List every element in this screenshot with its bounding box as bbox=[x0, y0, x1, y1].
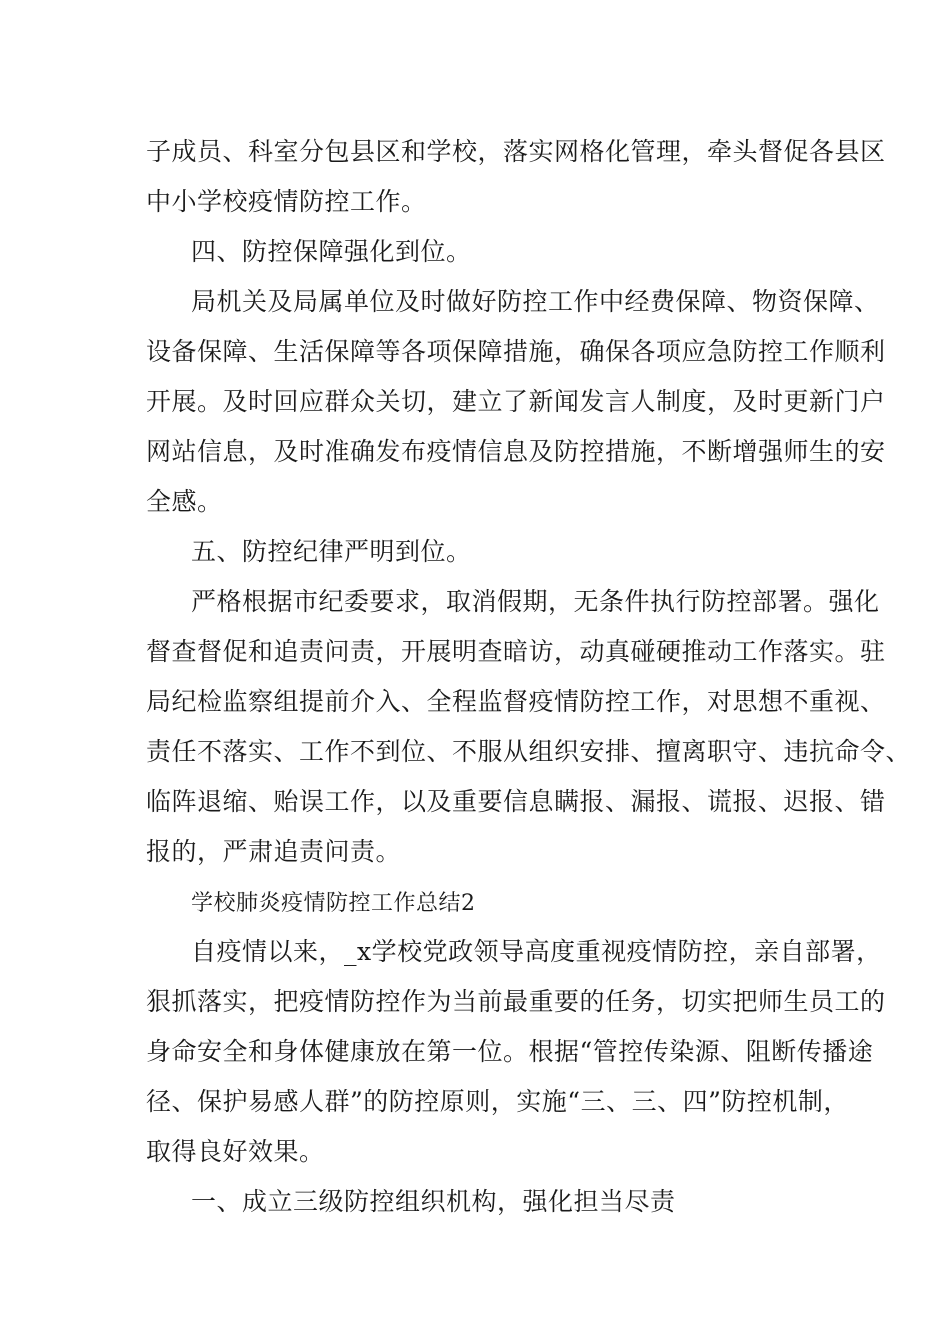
section-heading: 四、防控保障强化到位。 bbox=[191, 237, 472, 266]
text-line: 严格根据市纪委要求，取消假期，无条件执行防控部署。强化 bbox=[191, 587, 880, 616]
text-line: 督查督促和追责问责，开展明查暗访，动真碰硬推动工作落实。驻 bbox=[146, 637, 886, 666]
text-line: 狠抓落实，把疫情防控作为当前最重要的任务，切实把师生员工的 bbox=[146, 987, 886, 1016]
text-line: 径、保护易感人群”的防控原则，实施“三、三、四”防控机制， bbox=[146, 1087, 849, 1116]
document-subtitle: 学校肺炎疫情防控工作总结2 bbox=[191, 891, 476, 916]
text-line: 临阵退缩、贻误工作，以及重要信息瞒报、漏报、谎报、迟报、错 bbox=[146, 787, 886, 816]
section-heading: 一、成立三级防控组织机构，强化担当尽责 bbox=[191, 1187, 676, 1216]
text-line: 责任不落实、工作不到位、不服从组织安排、擅离职守、违抗命令、 bbox=[146, 737, 912, 766]
text-line: 设备保障、生活保障等各项保障措施，确保各项应急防控工作顺利 bbox=[146, 337, 886, 366]
text-line: 局纪检监察组提前介入、全程监督疫情防控工作，对思想不重视、 bbox=[146, 687, 886, 716]
text-line: 全感。 bbox=[146, 487, 223, 516]
text-line: 中小学校疫情防控工作。 bbox=[146, 187, 427, 216]
text-line: 报的，严肃追责问责。 bbox=[146, 837, 402, 866]
text-line: 子成员、科室分包县区和学校，落实网格化管理，牵头督促各县区 bbox=[146, 137, 886, 166]
text-line: 局机关及局属单位及时做好防控工作中经费保障、物资保障、 bbox=[191, 287, 880, 316]
text-line: 开展。及时回应群众关切，建立了新闻发言人制度，及时更新门户 bbox=[146, 387, 886, 416]
text-line: 取得良好效果。 bbox=[146, 1137, 325, 1166]
section-heading: 五、防控纪律严明到位。 bbox=[191, 537, 472, 566]
text-line: 身命安全和身体健康放在第一位。根据“管控传染源、阻断传播途 bbox=[146, 1037, 874, 1066]
text-line: 自疫情以来，_x学校党政领导高度重视疫情防控，亲自部署， bbox=[191, 937, 882, 966]
text-line: 网站信息，及时准确发布疫情信息及防控措施，不断增强师生的安 bbox=[146, 437, 886, 466]
